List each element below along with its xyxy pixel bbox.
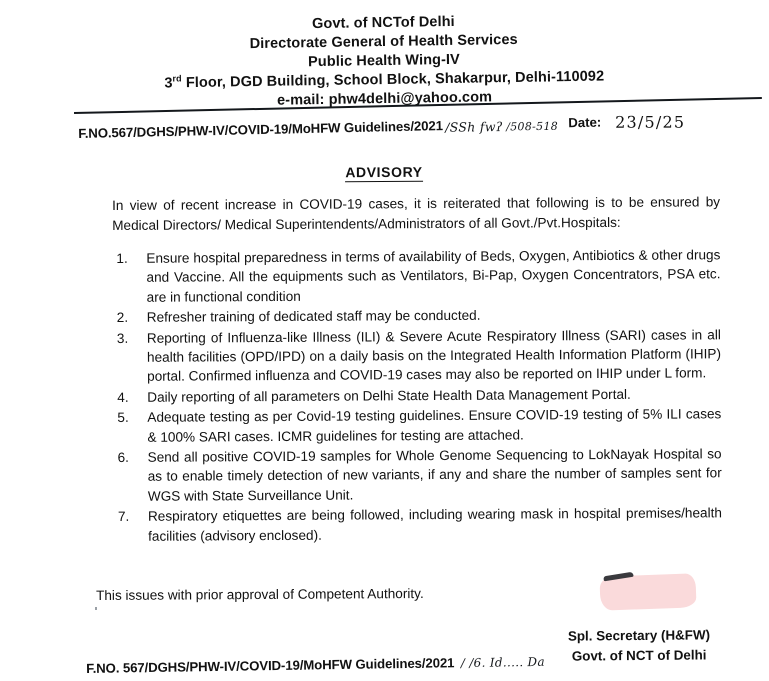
address-floor-number: 3 [164,75,173,92]
handwritten-date-value: 23/5/25 [615,112,686,132]
list-item-text: Reporting of Influenza-like Illness (ILI) & Severe Acute Respiratory Illness (SARI) cases in all health facilities (OPD/IPD) on a daily basis on the Integrated Health Information Platform (IHIP) portal. Confirmed influenza and COVID-19 cases may also be reported on IHIP under L form. [146,326,722,385]
list-item-number: 4. [117,389,129,405]
list-item-number: 3. [116,330,129,346]
page-title-text: ADVISORY [345,163,423,181]
scan-speck [95,607,97,610]
letterhead-line-wing: Public Health Wing-IV [307,51,461,71]
footer-handwritten-reference: / /6. Id..... Da [460,654,545,671]
list-item-number: 6. [117,449,129,466]
list-item-number: 5. [117,410,129,426]
closing-statement: This issues with prior approval of Competent Authority. [96,585,424,603]
list-item [114,504,722,547]
address-rest: Floor, DGD Building, School Block, Shakarpur, Delhi-110092 [181,68,605,92]
letterhead-line-govt: Govt. of NCTof Delhi [311,13,455,33]
footer-file-number-row [86,653,547,678]
signatory-designation: Spl. Secretary (H&FW) [567,627,710,644]
handwritten-reference-2: /508-518 [506,119,559,134]
document-body [112,192,722,547]
signatory-organisation: Govt. of NCT of Delhi [571,647,707,664]
list-item [114,444,722,506]
list-item [113,325,721,387]
signature-block [568,625,710,666]
letterhead-email: e-mail: phw4delhi@yahoo.com [276,89,493,109]
list-item-number: 1. [116,250,128,266]
list-item [113,305,721,328]
list-item-text: Adequate testing as per Covid-19 testing guidelines. Ensure COVID-19 testing of 5% ILI cases & 100% SARI cases. ICMR guidelines for testing are attached. [147,406,722,445]
advisory-items-list [112,245,722,546]
file-number: F.NO.567/DGHS/PHW-IV/COVID-19/MoHFW Guidelines/2021 [78,118,444,141]
letterhead-line-directorate: Directorate General of Health Services [249,31,518,53]
date-label: Date: [568,114,602,131]
footer-file-number: F.NO. 567/DGHS/PHW-IV/COVID-19/MoHFW Guidelines/2021 [86,655,455,676]
intro-paragraph: In view of recent increase in COVID-19 cases, it is reiterated that following is to be ensured by Medical Directors/ Medical Superintendents/Administrators of all Govt./Pvt.Hospitals: [112,194,721,233]
list-item [112,245,720,307]
list-item-text: Respiratory etiquettes are being followed, including wearing mask in hospital premises/health facilities (advisory enclosed). [147,505,722,544]
address-ordinal-suffix: rd [172,73,182,84]
page-title [0,162,768,183]
list-item-text: Refresher training of dedicated staff may be conducted. [146,307,481,326]
handwritten-reference-1: /SSh fwʔ [444,119,503,135]
list-item [113,405,721,448]
list-item-text: Ensure hospital preparedness in terms of availability of Beds, Oxygen, Antibiotics & other drugs and Vaccine. All the equipments such as Ventilators, Bi-Pap, Oxygen Concentrators, PSA etc. are in functional condition [146,247,721,305]
list-item-number: 2. [116,310,129,326]
list-item-text: Send all positive COVID-19 samples for Whole Genome Sequencing to LokNayak Hospital so as to enable timely detection of new variants, if any and share the number of samples sent for WGS with State Surveillance Unit. [147,446,722,504]
pink-redaction-mark [599,573,696,610]
list-item-text: Daily reporting of all parameters on Delhi State Health Data Management Portal. [147,386,631,405]
list-item-number: 7. [117,509,130,525]
list-item [113,384,721,407]
